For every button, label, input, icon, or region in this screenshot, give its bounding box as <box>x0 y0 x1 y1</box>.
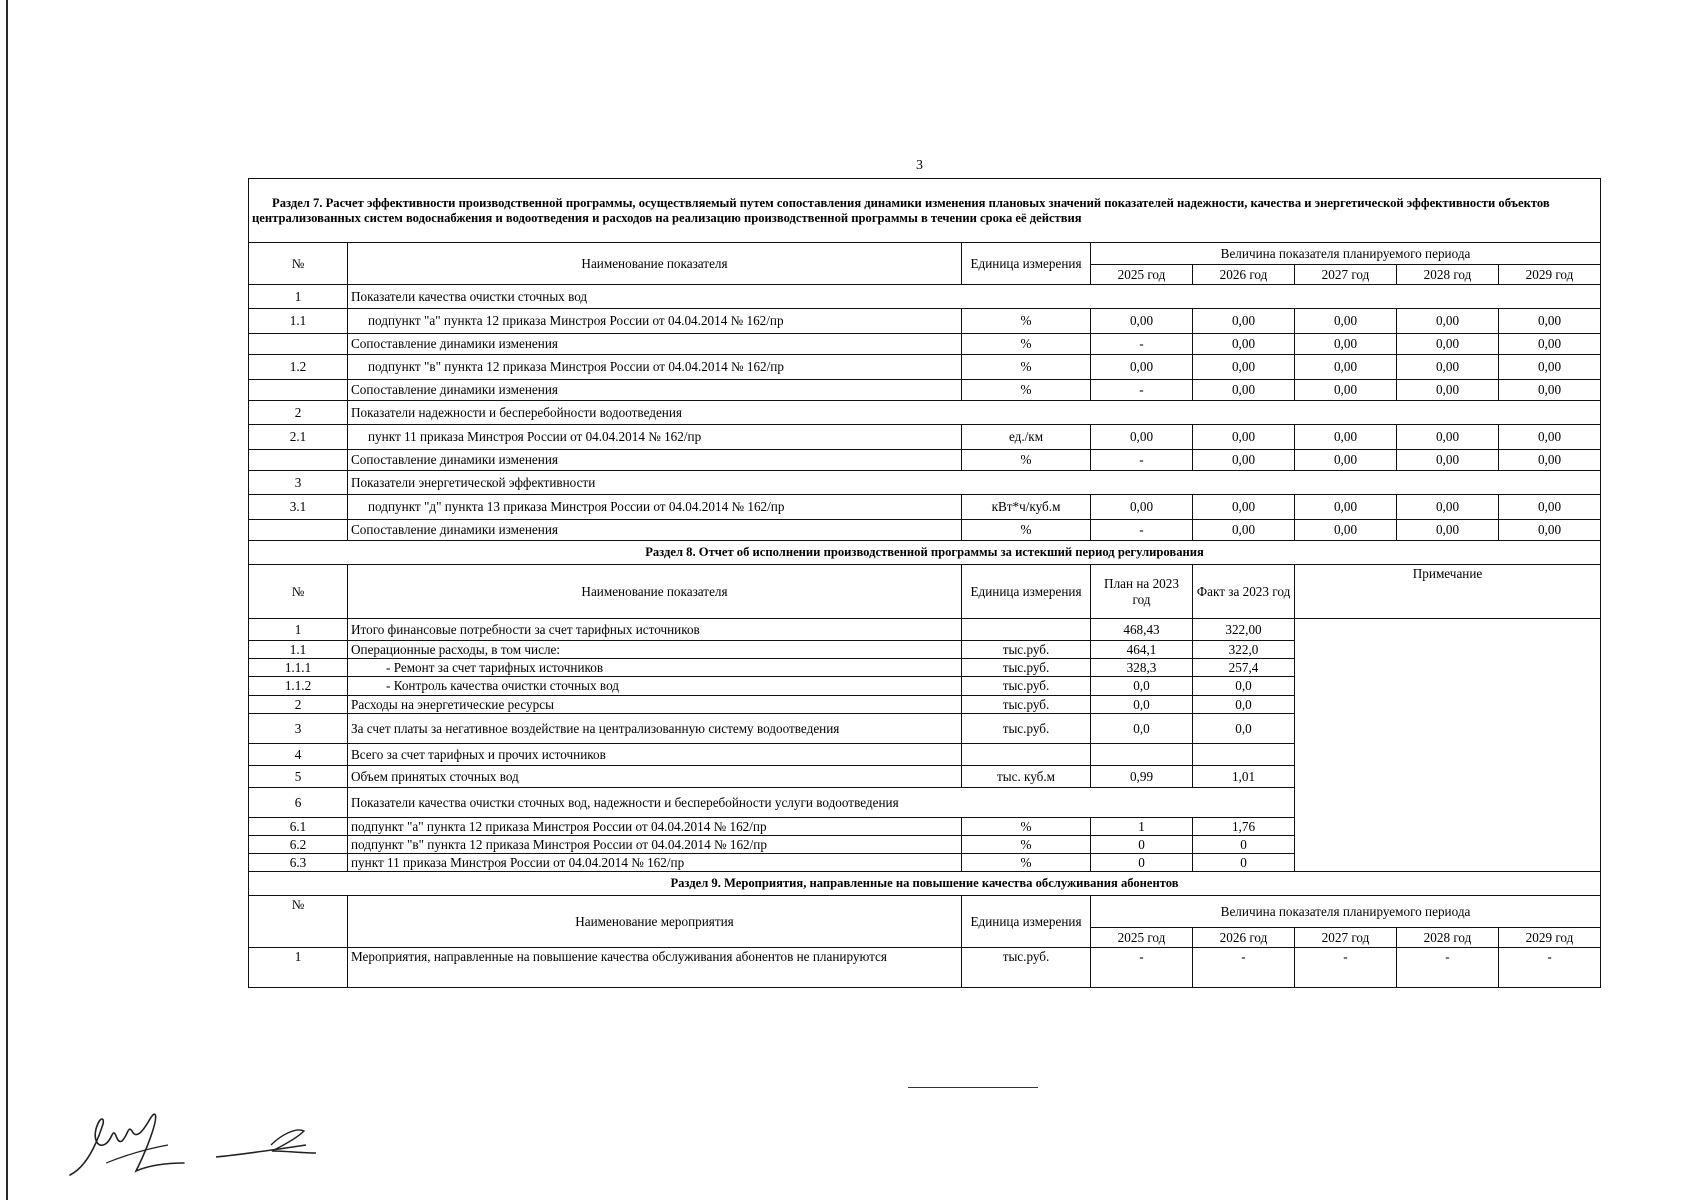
row-number <box>249 520 348 541</box>
fact-value: 0,0 <box>1193 695 1295 713</box>
section-7-row <box>249 401 1601 425</box>
note-cell <box>1295 619 1601 872</box>
row-number: 5 <box>249 765 348 787</box>
section-7-title: Раздел 7. Расчет эффективности производственной программы, осуществляемый путем сопоставления динамики изменения плановых значений показателей надежности, качества и энергетической эффективности объектов централизованных систем водоснабжения и водоотведения и расходов на реализацию производственной программы в течении срока её действия <box>249 179 1601 243</box>
unit: % <box>962 450 1091 471</box>
indicator-name: Сопоставление динамики изменения <box>348 520 962 541</box>
section-7-row <box>249 450 1601 471</box>
unit: тыс.руб. <box>962 695 1091 713</box>
year-value: - <box>1499 948 1601 988</box>
fact-value: 0,0 <box>1193 713 1295 743</box>
year-value: 0,00 <box>1499 355 1601 380</box>
col-header-unit: Единица измерения <box>962 243 1091 285</box>
section-8-header-row <box>249 565 1601 619</box>
section-7-row <box>249 355 1601 380</box>
indicator-name: - Ремонт за счет тарифных источников <box>348 659 962 677</box>
year-value: 0,00 <box>1499 309 1601 334</box>
indicator-name: - Контроль качества очистки сточных вод <box>348 677 962 695</box>
year-value: 0,00 <box>1397 380 1499 401</box>
group-name: Показатели качества очистки сточных вод <box>348 285 1601 309</box>
fact-value: 322,0 <box>1193 641 1295 659</box>
indicator-name: подпункт "а" пункта 12 приказа Минстроя России от 04.04.2014 № 162/пр <box>348 817 962 835</box>
row-number: 1.2 <box>249 355 348 380</box>
row-number: 2 <box>249 401 348 425</box>
year-value: 0,00 <box>1295 355 1397 380</box>
row-number: 3.1 <box>249 495 348 520</box>
plan-value: 464,1 <box>1091 641 1193 659</box>
col-header-year: 2026 год <box>1193 928 1295 948</box>
col-header-no: № <box>249 896 348 948</box>
section-8-row <box>249 619 1601 641</box>
page-edge-line <box>6 0 8 1200</box>
col-header-year: 2029 год <box>1499 265 1601 285</box>
group-name: Показатели качества очистки сточных вод, надежности и бесперебойности услуги водоотведения <box>348 787 1295 817</box>
row-number: 6.1 <box>249 817 348 835</box>
unit: % <box>962 355 1091 380</box>
year-value: 0,00 <box>1397 495 1499 520</box>
section-7-header-row <box>249 243 1601 265</box>
year-value: 0,00 <box>1499 380 1601 401</box>
year-value: 0,00 <box>1499 520 1601 541</box>
section-7-row <box>249 334 1601 355</box>
col-header-no: № <box>249 243 348 285</box>
group-name: Показатели энергетической эффективности <box>348 471 1601 495</box>
row-number: 6.2 <box>249 835 348 853</box>
section-9-title-row <box>249 872 1601 896</box>
group-name: Показатели надежности и бесперебойности водоотведения <box>348 401 1601 425</box>
section-7-row <box>249 309 1601 334</box>
unit: % <box>962 334 1091 355</box>
indicator-name: Сопоставление динамики изменения <box>348 450 962 471</box>
document-table <box>248 178 1601 988</box>
year-value: 0,00 <box>1193 425 1295 450</box>
plan-value: 1 <box>1091 817 1193 835</box>
year-value: 0,00 <box>1193 309 1295 334</box>
fact-value: 0 <box>1193 854 1295 872</box>
year-value: 0,00 <box>1193 495 1295 520</box>
plan-value: 0,0 <box>1091 677 1193 695</box>
measure-name: Мероприятия, направленные на повышение качества обслуживания абонентов не планируются <box>348 948 962 988</box>
plan-value: 0,0 <box>1091 695 1193 713</box>
indicator-name: пункт 11 приказа Минстроя России от 04.04.2014 № 162/пр <box>348 425 962 450</box>
indicator-name: Сопоставление динамики изменения <box>348 380 962 401</box>
fact-value: 1,76 <box>1193 817 1295 835</box>
section-7-row <box>249 495 1601 520</box>
col-header-year: 2025 год <box>1091 265 1193 285</box>
unit: % <box>962 309 1091 334</box>
year-value: 0,00 <box>1499 450 1601 471</box>
row-number: 1.1.1 <box>249 659 348 677</box>
col-header-period: Величина показателя планируемого периода <box>1091 896 1601 928</box>
indicator-name: Расходы на энергетические ресурсы <box>348 695 962 713</box>
unit: % <box>962 520 1091 541</box>
plan-value: 0 <box>1091 854 1193 872</box>
unit <box>962 743 1091 765</box>
col-header-plan: План на 2023 год <box>1091 565 1193 619</box>
row-number: 1 <box>249 619 348 641</box>
year-value: 0,00 <box>1193 520 1295 541</box>
year-value: 0,00 <box>1499 334 1601 355</box>
section-8-title: Раздел 8. Отчет об исполнении производственной программы за истекший период регулирования <box>249 541 1601 565</box>
plan-value: 328,3 <box>1091 659 1193 677</box>
year-value: - <box>1091 334 1193 355</box>
plan-value: 0,0 <box>1091 713 1193 743</box>
row-number: 3 <box>249 713 348 743</box>
year-value: 0,00 <box>1295 380 1397 401</box>
section-8-title-row <box>249 541 1601 565</box>
row-number: 1.1 <box>249 641 348 659</box>
section-9-header-row <box>249 896 1601 928</box>
section-7-row <box>249 380 1601 401</box>
plan-value: 0 <box>1091 835 1193 853</box>
col-header-year: 2025 год <box>1091 928 1193 948</box>
indicator-name: Всего за счет тарифных и прочих источников <box>348 743 962 765</box>
unit: тыс.руб. <box>962 713 1091 743</box>
unit: % <box>962 817 1091 835</box>
col-header-unit: Единица измерения <box>962 896 1091 948</box>
page-number: 3 <box>916 158 923 173</box>
fact-value: 0 <box>1193 835 1295 853</box>
col-header-no: № <box>249 565 348 619</box>
col-header-year: 2029 год <box>1499 928 1601 948</box>
year-value: 0,00 <box>1397 309 1499 334</box>
year-value: 0,00 <box>1295 495 1397 520</box>
fact-value: 257,4 <box>1193 659 1295 677</box>
row-number: 6.3 <box>249 854 348 872</box>
year-value: 0,00 <box>1091 425 1193 450</box>
year-value: 0,00 <box>1397 520 1499 541</box>
section-7-title-row <box>249 179 1601 243</box>
plan-value <box>1091 743 1193 765</box>
handwritten-signature <box>66 1105 326 1185</box>
col-header-name: Наименование показателя <box>348 565 962 619</box>
section-7-row <box>249 520 1601 541</box>
row-number: 1.1 <box>249 309 348 334</box>
year-value: 0,00 <box>1499 425 1601 450</box>
unit: тыс.руб. <box>962 659 1091 677</box>
year-value: - <box>1295 948 1397 988</box>
year-value: 0,00 <box>1397 334 1499 355</box>
plan-value: 0,99 <box>1091 765 1193 787</box>
col-header-name: Наименование мероприятия <box>348 896 962 948</box>
indicator-name: Объем принятых сточных вод <box>348 765 962 787</box>
indicator-name: пункт 11 приказа Минстроя России от 04.04.2014 № 162/пр <box>348 854 962 872</box>
row-number: 4 <box>249 743 348 765</box>
indicator-name: подпункт "в" пункта 12 приказа Минстроя России от 04.04.2014 № 162/пр <box>348 355 962 380</box>
row-number: 3 <box>249 471 348 495</box>
year-value: 0,00 <box>1091 355 1193 380</box>
fact-value: 0,0 <box>1193 677 1295 695</box>
row-number: 2.1 <box>249 425 348 450</box>
year-value: 0,00 <box>1193 450 1295 471</box>
section-7-row <box>249 425 1601 450</box>
unit: % <box>962 854 1091 872</box>
year-value: 0,00 <box>1193 334 1295 355</box>
unit: кВт*ч/куб.м <box>962 495 1091 520</box>
col-header-year: 2028 год <box>1397 265 1499 285</box>
indicator-name: подпункт "в" пункта 12 приказа Минстроя России от 04.04.2014 № 162/пр <box>348 835 962 853</box>
col-header-period: Величина показателя планируемого периода <box>1091 243 1601 265</box>
year-value: 0,00 <box>1397 355 1499 380</box>
year-value: - <box>1091 380 1193 401</box>
year-value: 0,00 <box>1499 495 1601 520</box>
indicator-name: Операционные расходы, в том числе: <box>348 641 962 659</box>
col-header-fact: Факт за 2023 год <box>1193 565 1295 619</box>
row-number: 6 <box>249 787 348 817</box>
year-value: 0,00 <box>1295 450 1397 471</box>
col-header-year: 2027 год <box>1295 265 1397 285</box>
indicator-name: Итого финансовые потребности за счет тарифных источников <box>348 619 962 641</box>
unit: тыс.руб. <box>962 948 1091 988</box>
unit <box>962 619 1091 641</box>
indicator-name: подпункт "д" пункта 13 приказа Минстроя России от 04.04.2014 № 162/пр <box>348 495 962 520</box>
year-value: - <box>1091 450 1193 471</box>
plan-value: 468,43 <box>1091 619 1193 641</box>
row-number: 1 <box>249 285 348 309</box>
unit: тыс.руб. <box>962 641 1091 659</box>
row-number <box>249 450 348 471</box>
year-value: 0,00 <box>1295 309 1397 334</box>
col-header-year: 2027 год <box>1295 928 1397 948</box>
col-header-note: Примечание <box>1295 565 1601 619</box>
section-9-row <box>249 948 1601 988</box>
unit: тыс.руб. <box>962 677 1091 695</box>
col-header-year: 2028 год <box>1397 928 1499 948</box>
year-value: 0,00 <box>1193 355 1295 380</box>
year-value: 0,00 <box>1295 334 1397 355</box>
fact-value: 1,01 <box>1193 765 1295 787</box>
indicator-name: подпункт "а" пункта 12 приказа Минстроя России от 04.04.2014 № 162/пр <box>348 309 962 334</box>
year-value: - <box>1091 520 1193 541</box>
row-number: 2 <box>249 695 348 713</box>
year-value: 0,00 <box>1091 309 1193 334</box>
year-value: - <box>1091 948 1193 988</box>
col-header-name: Наименование показателя <box>348 243 962 285</box>
year-value: - <box>1397 948 1499 988</box>
unit: тыс. куб.м <box>962 765 1091 787</box>
year-value: 0,00 <box>1091 495 1193 520</box>
unit: % <box>962 835 1091 853</box>
section-9-title: Раздел 9. Мероприятия, направленные на повышение качества обслуживания абонентов <box>249 872 1601 896</box>
row-number: 1.1.2 <box>249 677 348 695</box>
year-value: 0,00 <box>1193 380 1295 401</box>
section-7-row <box>249 471 1601 495</box>
year-value: 0,00 <box>1397 450 1499 471</box>
indicator-name: За счет платы за негативное воздействие на централизованную систему водоотведения <box>348 713 962 743</box>
year-value: 0,00 <box>1397 425 1499 450</box>
unit: % <box>962 380 1091 401</box>
year-value: 0,00 <box>1295 425 1397 450</box>
row-number: 1 <box>249 948 348 988</box>
year-value: 0,00 <box>1295 520 1397 541</box>
col-header-year: 2026 год <box>1193 265 1295 285</box>
year-value: - <box>1193 948 1295 988</box>
indicator-name: Сопоставление динамики изменения <box>348 334 962 355</box>
unit: ед./км <box>962 425 1091 450</box>
fact-value <box>1193 743 1295 765</box>
row-number <box>249 334 348 355</box>
end-of-document-line <box>908 1087 1038 1088</box>
section-7-row <box>249 285 1601 309</box>
fact-value: 322,00 <box>1193 619 1295 641</box>
row-number <box>249 380 348 401</box>
col-header-unit: Единица измерения <box>962 565 1091 619</box>
